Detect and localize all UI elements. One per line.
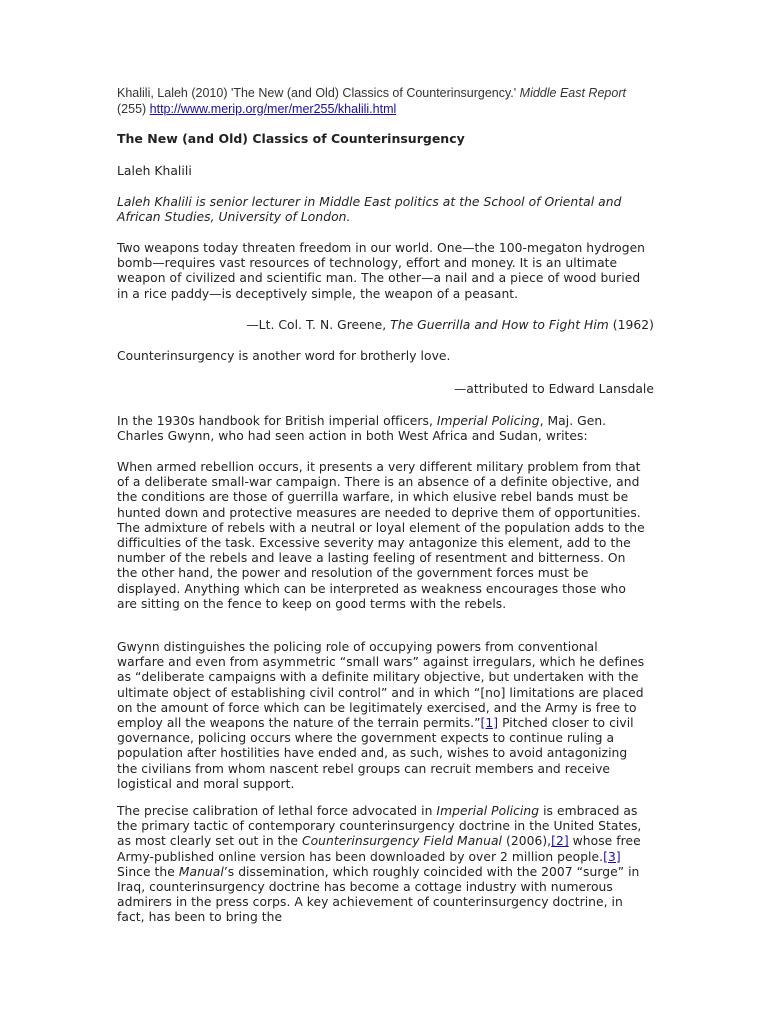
- paragraph-gwynn: [117, 640, 647, 792]
- para3-text-g: Since the: [117, 864, 179, 879]
- epigraph-quote: Two weapons today threaten freedom in our world. One—the 100-megaton hydrogen bomb—requires vast resources of technology, effort and money. It is an ultimate weapon of civilized and scientific man. The other—a nail and a piece of wood buried in a rice paddy—is deceptively simple, the weapon of a peasant.: [117, 241, 646, 301]
- para2-text-a: Gwynn distinguishes the policing role of occupying powers from conventional warfare and even from asymmetric “small wars” against irregulars, which he defines as “deliberate campaigns with a definite military objective, but undertaken with the ultimate object of establishing civil control” and in which “[no] limitations are placed on the amount of force which can be legitimately exercised, and the Army is free to employ all the weapons the nature of the terrain permits.”: [117, 640, 645, 731]
- para1-text-a: In the 1930s handbook for British imperial officers,: [117, 414, 437, 428]
- para3-text-f: whose free Army-published online version has been downloaded by over 2 million people.: [117, 834, 641, 864]
- para1-book-title: Imperial Policing: [436, 414, 540, 428]
- author-name: Laleh Khalili: [117, 164, 192, 178]
- para3-text-a: The precise calibration of lethal force advocated in: [117, 804, 437, 818]
- epigraph2-quote: Counterinsurgency is another word for brotherly love.: [117, 349, 451, 363]
- citation-issue: (255): [117, 101, 150, 116]
- para3-title-d: Counterinsurgency Field Manual: [301, 834, 503, 849]
- epigraph-attr-year: (1962): [608, 318, 654, 332]
- para3-title-h: Manual: [178, 864, 224, 879]
- paragraph-intro: [117, 414, 647, 444]
- footnote-link-3[interactable]: [3]: [603, 849, 621, 864]
- article-title: The New (and Old) Classics of Counterinsurgency: [117, 131, 465, 146]
- citation-url-link[interactable]: http://www.merip.org/mer/mer255/khalili.html: [149, 101, 397, 116]
- para3-text-e: (2006),: [502, 834, 552, 849]
- para3-text-i: ’s dissemination, which roughly coincided with the 2007 “surge” in Iraq, counterinsurgency doctrine has become a cottage industry with numerous admirers in the press corps. A key achievement of counterinsurgency doctrine, in fact, has been to bring the: [117, 864, 640, 925]
- citation-text: Khalili, Laleh (2010) 'The New (and Old) Classics of Counterinsurgency.': [117, 86, 520, 100]
- para3-text-c: is embraced as the primary tactic of contemporary counterinsurgency doctrine in the United States, as most clearly set out in the: [117, 804, 642, 849]
- footnote-link-1[interactable]: [1]: [480, 716, 499, 731]
- epigraph-attr-prefix: —Lt. Col. T. N. Greene,: [246, 318, 391, 332]
- footnote-link-2[interactable]: [2]: [551, 834, 569, 849]
- paragraph-calibration: [117, 804, 647, 926]
- citation-journal: Middle East Report: [519, 86, 626, 100]
- author-bio-text: Laleh Khalili is senior lecturer in Middle East politics at the School of Oriental and African Studies, University of London.: [117, 195, 622, 225]
- epigraph2-attribution: —attributed to Edward Lansdale: [453, 382, 654, 396]
- para3-title-a: Imperial Policing: [436, 804, 540, 818]
- para2-text-b: Pitched closer to civil governance, policing occurs where the government expects to continue ruling a population after hostilities have ended and, as such, wishes to avoid antagonizing the civilians from whom nascent rebel groups can recruit members and receive logistical and moral support.: [117, 716, 634, 791]
- author-bio: [117, 195, 647, 225]
- block-quote: When armed rebellion occurs, it presents a very different military problem from that of a deliberate small-war campaign. There is an absence of a definite objective, and the conditions are those of guerrilla warfare, in which elusive rebel bands must be hunted down and protective measures are needed to deprive them of opportunities. The admixture of rebels with a neutral or loyal element of the population adds to the difficulties of the task. Excessive severity may antagonize this element, add to the number of the rebels and leave a lasting feeling of resentment and bitterness. On the other hand, the power and resolution of the government forces must be displayed. Anything which can be interpreted as weakness encourages those who are sitting on the fence to keep on good terms with the rebels.: [117, 460, 645, 611]
- epigraph-attribution: [117, 318, 654, 333]
- epigraph-attr-work: The Guerrilla and How to Fight Him: [390, 318, 609, 332]
- para1-text-c: , Maj. Gen. Charles Gwynn, who had seen action in both West Africa and Sudan, writes:: [117, 414, 607, 444]
- citation: [117, 86, 637, 117]
